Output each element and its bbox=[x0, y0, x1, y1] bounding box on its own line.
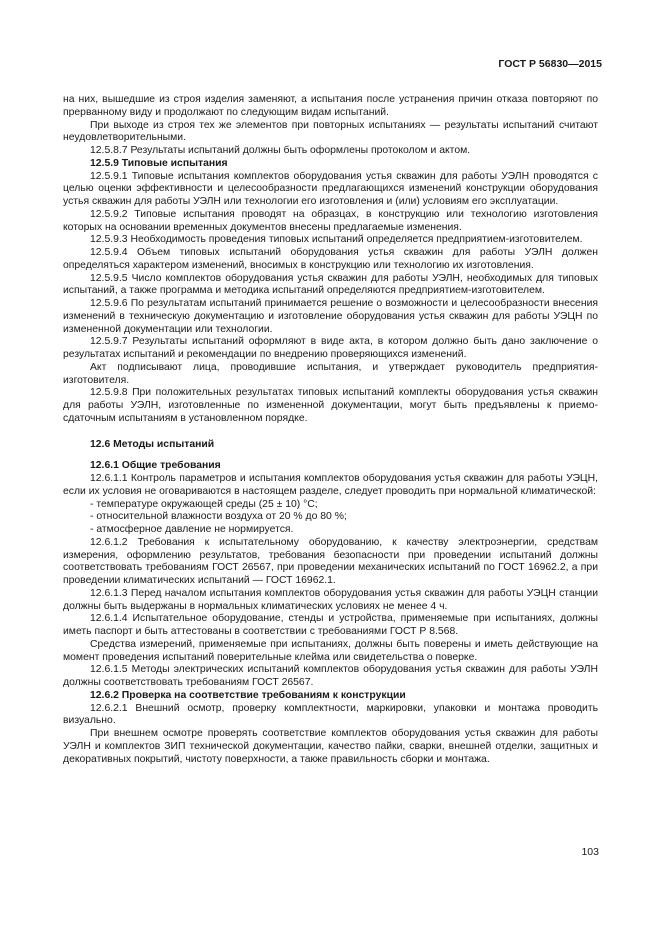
paragraph: 12.6.1.1 Контроль параметров и испытания комплектов оборудования устья скважин для работы УЭЦН, если их условия не оговариваются в настоящем разделе, следует проводить при нормальной климатической: bbox=[63, 473, 598, 497]
page-number: 103 bbox=[581, 846, 599, 858]
paragraph: 12.5.9.4 Объем типовых испытаний оборудования устья скважин для работы УЭЛН должен определяться характером изменений, вносимых в конструкцию или технологию их изготовления. bbox=[63, 247, 598, 271]
paragraph: 12.5.9.5 Число комплектов оборудования устья скважин для работы УЭЛН, необходимых для типовых испытаний, а также программа и методика испытаний определяются предприятием-изготовителем. bbox=[63, 272, 598, 297]
paragraph: При выходе из строя тех же элементов при повторных испытаниях — результаты испытаний считают неудовлетворительными. bbox=[63, 119, 598, 144]
paragraph: 12.6.1.2 Требования к испытательному оборудованию, к качеству электроэнергии, средствам измерения, оформлению результатов, требования безопасности при проведении испытаний должны соответствовать требованиям ГОСТ 26567, при проведении механических испытаний по ГОСТ 16962.2, а при проведении климатических испытаний — ГОСТ 16962.1. bbox=[63, 536, 598, 586]
dash-list bbox=[63, 499, 598, 537]
paragraph: 12.6.1.3 Перед началом испытания комплектов оборудования устья скважин для работы УЭЦН станции должны быть выдержаны в нормальных климатических условиях не менее 4 ч. bbox=[63, 587, 598, 612]
paragraph: 12.6.1.4 Испытательное оборудование, стенды и устройства, применяемые при испытаниях, должны иметь паспорт и быть аттестованы в соответствии с требованиями ГОСТ Р 8.568. bbox=[63, 613, 598, 637]
paragraph: 12.5.9.6 По результатам испытаний принимается решение о возможности и целесообразности внесения изменений в техническую документацию и изготовление оборудования устья скважин для работы УЭЦН по измененной документации или технологии. bbox=[63, 298, 598, 335]
paragraph: 12.5.9.2 Типовые испытания проводят на образцах, в конструкцию или технологию изготовления которых на основании временных документов внесены предлагаемые изменения. bbox=[63, 208, 598, 233]
paragraph: 12.5.9.1 Типовые испытания комплектов оборудования устья скважин для работы УЭЛН проводятся с целью оценки эффективности и целесообразности предлагающихся изменений конструкции оборудования устья скважин для работы УЭЛН или технологии его изготовления и (или) условиям его эксплуатации. bbox=[63, 170, 598, 207]
list-item: - температуре окружающей среды (25 ± 10) °С; bbox=[90, 499, 598, 512]
paragraph: на них, вышедшие из строя изделия заменяют, а испытания после устранения причин отказа повторяют по прерванному виду и продолжают по следующим видам испытаний. bbox=[63, 94, 598, 118]
paragraph: Акт подписывают лица, проводившие испытания, и утверждает руководитель предприятия-изготовителя. bbox=[63, 361, 598, 386]
subsection-heading: 12.6.1 Общие требования bbox=[90, 460, 221, 472]
page-body bbox=[63, 94, 598, 766]
subsection-heading: 12.5.9 Типовые испытания bbox=[90, 157, 228, 169]
paragraph: 12.6.1.5 Методы электрических испытаний комплектов оборудования устья скважин для работы УЭЛН должны соответствовать требованиям ГОСТ 26567. bbox=[63, 664, 598, 688]
paragraph: 12.5.9.3 Необходимость проведения типовых испытаний определяется предприятием-изготовителем. bbox=[90, 234, 583, 246]
paragraph: 12.5.8.7 Результаты испытаний должны быть оформлены протоколом и актом. bbox=[90, 145, 471, 156]
section-heading: 12.6 Методы испытаний bbox=[90, 438, 215, 450]
paragraph: 12.5.9.7 Результаты испытаний оформляют в виде акта, в котором должно быть дано заключение о результатах испытаний и рекомендации по внедрению проверяющихся изменений. bbox=[63, 336, 598, 360]
paragraph: 12.6.2.1 Внешний осмотр, проверку комплектности, маркировки, упаковки и монтажа проводить визуально. bbox=[63, 702, 598, 727]
list-item: - атмосферное давление не нормируется. bbox=[90, 524, 598, 537]
paragraph: При внешнем осмотре проверять соответствие комплектов оборудования устья скважин для работы УЭЛН и комплектов ЗИП технической документации, качество пайки, сварки, внешней отделки, защитных и декоративных покрытий, чистоту поверхности, а также правильность сборки и монтажа. bbox=[63, 728, 598, 765]
subsection-heading: 12.6.2 Проверка на соответствие требованиям к конструкции bbox=[90, 689, 406, 701]
document-header: ГОСТ Р 56830—2015 bbox=[498, 58, 602, 70]
list-item: - относительной влажности воздуха от 20 % до 80 %; bbox=[90, 511, 598, 524]
paragraph: 12.5.9.8 При положительных результатах типовых испытаний комплекты оборудования устья скважин для работы УЭЛН, изготовленные по измененной документации, могут быть предъявлены к приемо-сдаточным испытаниям в установленном порядке. bbox=[63, 387, 598, 424]
paragraph: Средства измерений, применяемые при испытаниях, должны быть поверены и иметь действующие на момент проведения испытаний поверительные клейма или свидетельства о поверке. bbox=[63, 638, 598, 663]
